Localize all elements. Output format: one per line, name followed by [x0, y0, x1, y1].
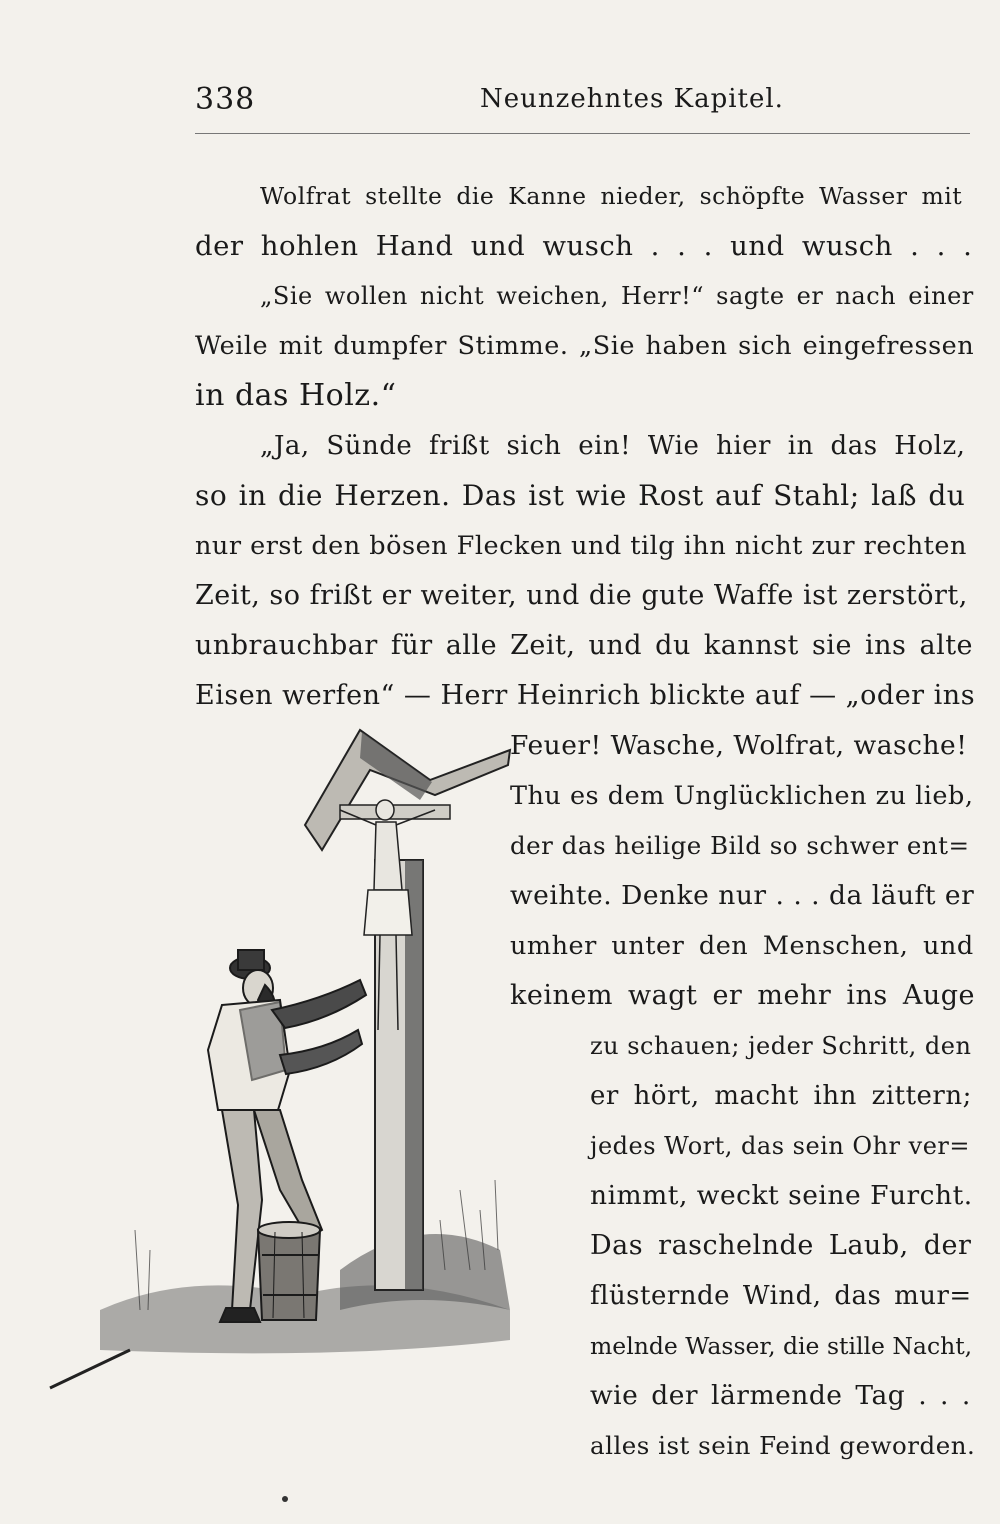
- text-line: nur erst den bösen Flecken und tilg ihn nicht zur rechten: [195, 531, 967, 561]
- text-line: flüsternde Wind, das mur=: [590, 1281, 972, 1311]
- text-line: er hört, macht ihn zittern;: [590, 1081, 972, 1111]
- text-line: Eisen werfen“ — Herr Heinrich blickte auf — „oder ins: [195, 680, 976, 711]
- header-rule: [195, 133, 970, 134]
- text-line: melnde Wasser, die stille Nacht,: [590, 1332, 973, 1360]
- text-line: Zeit, so frißt er weiter, und die gute Waffe ist zerstört,: [195, 580, 968, 611]
- text-line: der das heilige Bild so schwer ent=: [510, 831, 970, 860]
- running-head: Neunzehntes Kapitel.: [480, 84, 784, 114]
- text-line: umher unter den Menschen, und: [510, 931, 974, 961]
- text-line: „Sie wollen nicht weichen, Herr!“ sagte er nach einer: [260, 282, 974, 310]
- text-line: unbrauchbar für alle Zeit, und du kannst sie ins alte: [195, 630, 974, 661]
- text-line: in das Holz.“: [195, 378, 397, 413]
- text-line: zu schauen; jeder Schritt, den: [590, 1032, 972, 1060]
- text-line: so in die Herzen. Das ist wie Rost auf Stahl; laß du: [195, 479, 966, 512]
- page-number: 338: [195, 82, 256, 117]
- text-line: Thu es dem Unglücklichen zu lieb,: [510, 781, 974, 811]
- print-speck: [282, 1496, 288, 1502]
- text-line: Das raschelnde Laub, der: [590, 1230, 972, 1261]
- page-header: [195, 82, 970, 122]
- text-line: keinem wagt er mehr ins Auge: [510, 980, 975, 1011]
- text-line: wie der lärmende Tag . . .: [590, 1380, 971, 1411]
- text-line: nimmt, weckt seine Furcht.: [590, 1180, 973, 1211]
- wayside-cross-illustration: [40, 710, 560, 1430]
- text-line: Weile mit dumpfer Stimme. „Sie haben sich eingefressen: [195, 331, 975, 361]
- text-line: weihte. Denke nur . . . da läuft er: [510, 880, 975, 911]
- text-line: Feuer! Wasche, Wolfrat, wasche!: [510, 730, 968, 761]
- text-line: Wolfrat stellte die Kanne nieder, schöpfte Wasser mit: [260, 182, 963, 210]
- text-line: „Ja, Sünde frißt sich ein! Wie hier in das Holz,: [260, 431, 966, 461]
- text-line: jedes Wort, das sein Ohr ver=: [590, 1132, 970, 1160]
- text-line: der hohlen Hand und wusch . . . und wusch . . .: [195, 230, 973, 262]
- text-line: alles ist sein Feind geworden.: [590, 1431, 976, 1460]
